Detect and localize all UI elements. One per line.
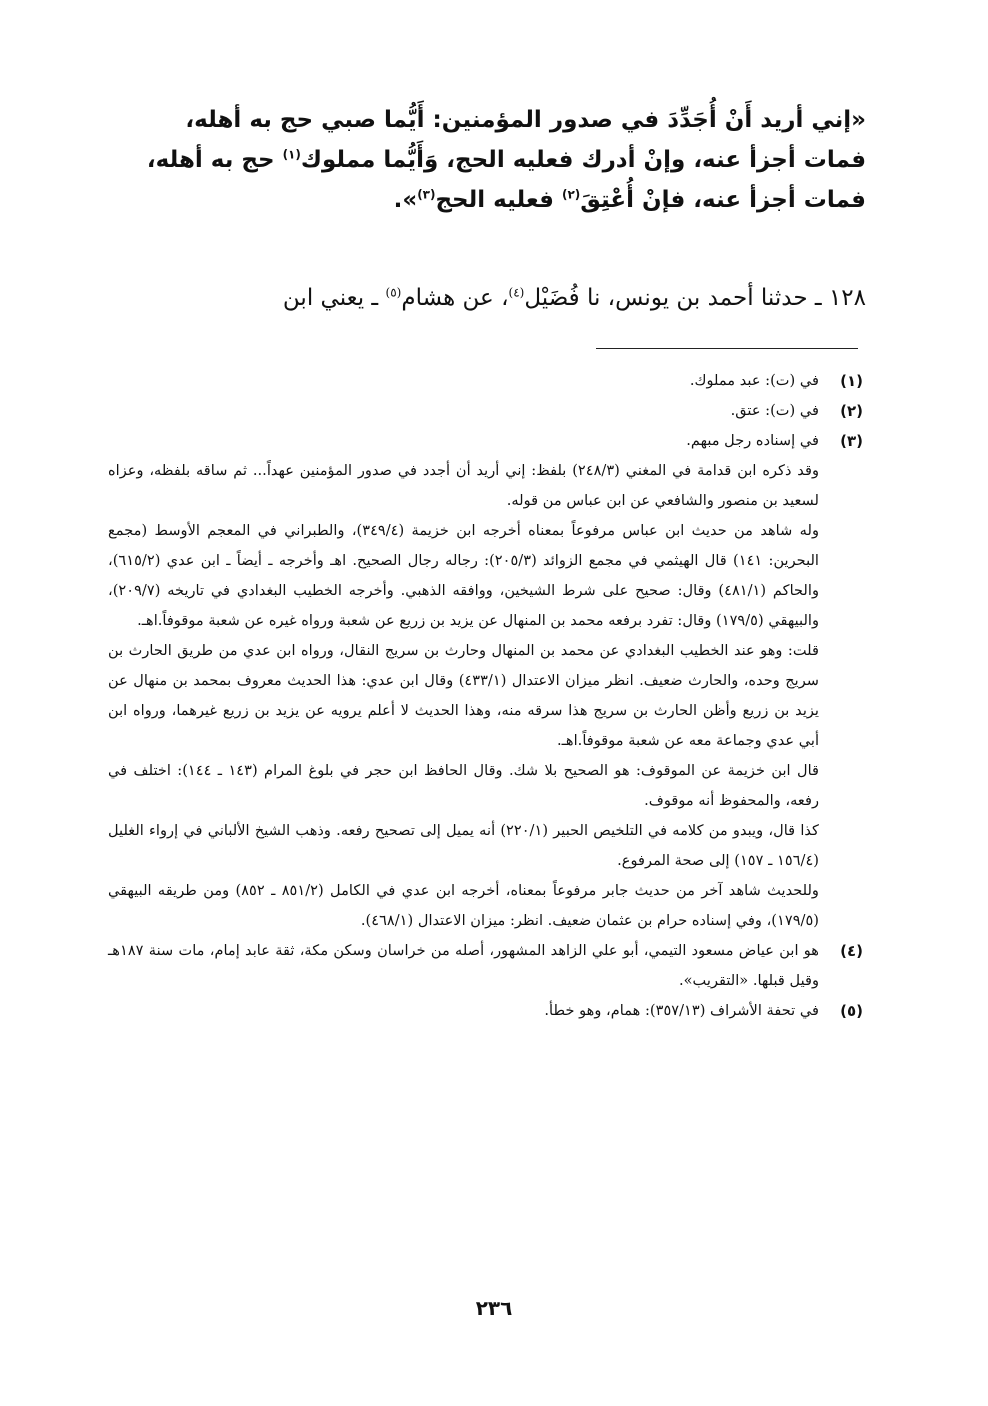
hadith-text-block (108, 100, 866, 220)
footnote-2 (108, 396, 863, 426)
text-line (108, 278, 866, 318)
text-span: فمات أجزأ عنه، وإنْ أدرك فعليه الحج، وَأَيُّما مملوك (300, 147, 866, 173)
footnote-1 (108, 366, 863, 396)
text-line (108, 140, 866, 180)
footnote-ref: (٤) (508, 285, 525, 300)
footnote-text: في (ت): عتق. (730, 402, 819, 419)
footnote-ref: (٣) (417, 187, 436, 202)
footnote-3-continuation (108, 456, 819, 936)
text-line (108, 100, 866, 140)
text-span: «إني أريد أَنْ أُجَدِّدَ في صدور المؤمنين: أَيُّما صبي حج به أهله، (185, 107, 866, 133)
footnotes-section (108, 366, 863, 1026)
text-span: فمات أجزأ عنه، فإنْ أُعْتِقَ (580, 187, 866, 213)
footnote-text: في تحفة الأشراف (٣٥٧/١٣): همام، وهو خطأ. (544, 1002, 819, 1019)
footnote-number: (١) (840, 372, 863, 390)
text-span: ١٢٨ ـ حدثنا أحمد بن يونس، نا فُضَيْل (524, 285, 866, 311)
page-number: ٢٣٦ (475, 1296, 513, 1320)
hadith-128-paragraph (108, 278, 866, 318)
footnote-paragraph: قال ابن خزيمة عن الموقوف: هو الصحيح بلا شك. وقال الحافظ ابن حجر في بلوغ المرام (١٤٣ ـ ١٤٤): اختلف في رفعه، والمحفوظ أنه موقوف. (108, 762, 819, 809)
footnote-5 (108, 996, 863, 1026)
text-span: ، عن هشام (401, 285, 509, 311)
footnote-paragraph: كذا قال، ويبدو من كلامه في التلخيص الحبير (٢٢٠/١) أنه يميل إلى تصحيح رفعه. وذهب الشيخ الألباني في إرواء الغليل (١٥٦/٤ ـ ١٥٧) إلى صحة المرفوع. (108, 822, 820, 869)
footnote-paragraph: قلت: وهو عند الخطيب البغدادي عن محمد بن المنهال وحارث بن سريج النقال، ورواه ابن عدي من طريق الحارث بن سريج وحده، والحارث ضعيف. انظر ميزان الاعتدال (٤٣٣/١) وقال ابن عدي: هذا الحديث معروف بمحمد بن منهال عن يزيد بن زريع وأظن الحارث بن سريج هذا سرقه منه، وهذا الحديث لا أعلم يرويه عن يزيد بن زريع غيرهما، ورواه ابن أبي عدي وجماعة معه عن شعبة موقوفاً.اهـ. (108, 642, 819, 749)
footnote-ref: (١) (282, 147, 301, 162)
footnote-4 (108, 936, 863, 996)
footnote-ref: (٢) (561, 187, 581, 202)
footnote-number: (٥) (840, 1002, 863, 1020)
footnote-text: في إسناده رجل مبهم. (686, 432, 819, 449)
footnote-separator (596, 348, 858, 349)
footnote-paragraph: وللحديث شاهد آخر من حديث جابر مرفوعاً بمعناه، أخرجه ابن عدي في الكامل (٨٥١/٢ ـ ٨٥٢) ومن طريقه البيهقي (١٧٩/٥)، وفي إسناده حرام بن عثمان ضعيف. انظر: ميزان الاعتدال (٤٦٨/١). (108, 882, 819, 929)
footnote-number: (٣) (840, 432, 863, 450)
footnote-ref: (٥) (385, 285, 402, 300)
footnote-paragraph: وقد ذكره ابن قدامة في المغني (٢٤٨/٣) بلفظ: إني أريد أن أجدد في صدور المؤمنين عهداً... ثم ساقه بلفظه، وعزاه لسعيد بن منصور والشافعي عن ابن عباس من قوله. (108, 462, 819, 509)
footnote-number: (٢) (840, 402, 863, 420)
text-span: حج به أهله، (146, 147, 283, 173)
footnote-paragraph: وله شاهد من حديث ابن عباس مرفوعاً بمعناه أخرجه ابن خزيمة (٣٤٩/٤)، والطبراني في المعجم الأوسط (مجمع البحرين: ١٤١) قال الهيثمي في مجمع الزوائد (٢٠٥/٣): رجاله رجال الصحيح. اهـ وأخرجه ـ أيضاً ـ ابن عدي (٦١٥/٢)، والحاكم (٤٨١/١) وقال: صحيح على شرط الشيخين، ووافقه الذهبي. وأخرجه الخطيب البغدادي في تاريخه (٢٠٩/٧)، والبيهقي (١٧٩/٥) وقال: تفرد برفعه محمد بن المنهال عن يزيد بن زريع عن شعبة ورواه غيره عن شعبة موقوفاً.اهـ. (108, 522, 820, 629)
text-span: ـ يعني ابن (282, 285, 386, 311)
text-line (108, 180, 866, 220)
footnote-number: (٤) (840, 942, 863, 960)
text-span: فعليه الحج (435, 187, 562, 213)
footnote-text: هو ابن عياض مسعود التيمي، أبو علي الزاهد المشهور، أصله من خراسان وسكن مكة، ثقة عابد إمام، مات سنة ١٨٧هـ وقيل قبلها. «التقريب». (108, 942, 819, 989)
footnote-text: في (ت): عبد مملوك. (689, 372, 819, 389)
footnote-3 (108, 426, 863, 456)
text-span: ». (393, 187, 418, 213)
